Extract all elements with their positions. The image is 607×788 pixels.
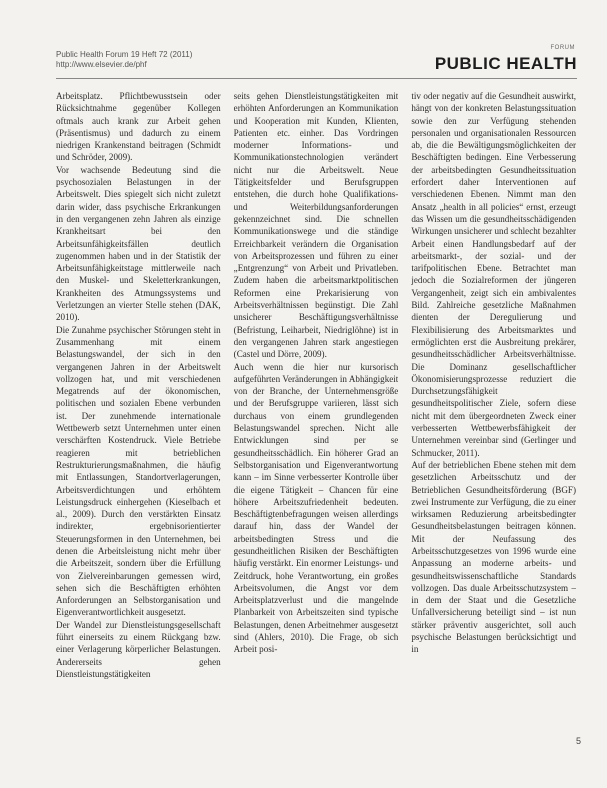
paragraph: Die Zunahme psychischer Störungen steht in Zusammenhang mit einem Belastungswandel, der sich in den vergangenen Jahren in der Arbeitswelt vollzogen hat, und mit verschiedenen Megatrends auf der ökonomischen, politischen und sozialen Ebene verbunden ist. Der zunehmende internationale Wettbewerb setzt Unternehmen unter einen verschärften Kostendruck. Viele Betriebe reagieren mit betrieblichen Restrukturierungsmaßnahmen, die häufig mit Entlassungen, Standortverlagerungen, Arbeitsverdichtungen und erhöhtem Leistungsdruck einhergehen (Kieselbach et al., 2009). Durch den verstärkten Einsatz indirekter, ergebnisorientierter Steuerungsformen in den Unternehmen, bei denen die Arbeitsleistung nicht mehr über die Arbeitszeit, sondern über die Erfüllung von Zielvereinbarungen gemessen wird, sehen sich die Beschäftigten erhöhten Anforderungen an Selbstorganisation und Eigenverantwortlichkeit ausgesetzt. [56, 324, 221, 618]
paragraph: Der Wandel zur Dienstleistungsgesellschaft führt einerseits zu einem Rückgang bzw. einer Verlagerung körperlicher Belastungen. Andererseits gehen Dienstleistungstätigkeiten [56, 619, 221, 679]
paragraph: Vor wachsende Bedeutung sind die psychosozialen Belastungen in der Arbeitswelt. Dies spiegelt sich nicht zuletzt darin wider, dass psychische Erkrankungen in den vergangenen zehn Jahren als einzige Krankheitsart bei den Arbeitsunfähigkeitsfällen deutlich zugenommen haben und in der Statistik der Arbeitsunfähigkeitstage mittlerweile nach den Muskel- und Skeletterkrankungen, Krankheiten des Atmungssystems und Verletzungen an vierter Stelle stehen (DAK, 2010). [56, 164, 221, 323]
brand-forum-label: FORUM [550, 45, 575, 51]
header-rule [56, 78, 577, 79]
paragraph: seits gehen Dienstleistungstätigkeiten mit erhöhten Anforderungen an Kommunikation und Kooperation mit Kunden, Klienten, Patienten etc. einher. Das Vordringen moderner Informations- und Kommunikationstechnologien verändert nicht nur die Arbeitswelt. Neue Tätigkeitsfelder und Berufsgruppen entstehen, die durch hohe Qualifikations- und Weiterbildungsanforderungen gekennzeichnet sind. Die schnellen Kommunikationswege und die ständige Erreichbarkeit verändern die Organisation von Arbeitsprozessen und führen zu einer „Entgrenzung“ von Arbeit und Privatleben. Zudem haben die arbeitsmarktpolitischen Reformen eine Prekarisierung von Arbeitsverhältnissen begünstigt. Die Zahl unsicherer Beschäftigungsverhältnisse (Befristung, Leiharbeit, Niedriglöhne) ist in den vergangenen Jahren stark angestiegen (Castel und Dörre, 2009). [233, 91, 399, 360]
journal-line: Public Health Forum 19 Heft 72 (2011) [56, 50, 193, 59]
brand-logo: PUBLIC HEALTH [434, 54, 577, 73]
text-column-1 [56, 90, 221, 770]
paragraph: tiv oder negativ auf die Gesundheit auswirkt, hängt von der konkreten Belastungssituation sowie den zur Verfügung stehenden personalen und organisationalen Ressourcen ab, die die Bewältigungsmöglichkeiten der Beschäftigten bedingen. Eine Verbesserung der arbeitsbedingten Gesundheitssituation erfordert daher Interventionen auf verschiedenen Ebenen. Nimmt man den Ansatz „health in all policies“ ernst, erzeugt das Wissen um die gesundheitsschädigenden Wirkungen unsicherer und schlecht bezahlter Arbeit einen Handlungsbedarf auf der arbeitsmarkt-, der sozial- und der tarifpolitischen Ebene. Betrachtet man jedoch die Sozialreformen der jüngeren Vergangenheit, zeigt sich ein ambivalentes Bild. Zahlreiche gesetzliche Maßnahmen dienten der Deregulierung und Flexibilisierung des Arbeitsmarktes und ermöglichten erst die Ausbreitung prekärer, gesundheitsschädlicher Arbeitsverhältnisse. Die Dominanz gesellschaftlicher Ökonomisierungsprozesse reduziert die Durchsetzungsfähigkeit gesundheitspolitischer Ziele, sofern diese nicht mit dem übergeordneten Zweck einer verbesserten Wettbewerbsfähigkeit der Unternehmen vereinbar sind (Gerlinger und Schmucker, 2011). [411, 91, 577, 458]
journal-info [56, 50, 192, 70]
page-number: 5 [575, 736, 581, 746]
text-column-2 [234, 90, 399, 770]
page-header [56, 45, 577, 80]
paragraph: Arbeitsplatz. Pflichtbewusstsein oder Rücksichtnahme gegenüber Kollegen oftmals auch krank zur Arbeit gehen (Präsentismus) und dadurch zu einem niedrigen Krankenstand beitragen (Schmidt und Schröder, 2009). [56, 91, 221, 163]
paragraph: Auf der betrieblichen Ebene stehen mit dem gesetzlichen Arbeitsschutz und der Betrieblichen Gesundheitsförderung (BGF) zwei Instrumente zur Verfügung, die zu einer wirksamen Reduzierung arbeitsbedingter Gesundheitsbelastungen beitragen können. Mit der Neufassung des Arbeitsschutzgesetzes von 1996 wurde eine Anpassung an moderne arbeits- und gesundheitswissenschaftliche Standards vollzogen. Das duale Arbeitsschutzsystem – in dem der Staat und die Gesetzliche Unfallversicherung beteiligt sind – ist nun stärker präventiv ausgerichtet, soll auch psychische Belastungen berücksichtigt und in [411, 459, 577, 655]
paragraph: Auch wenn die hier nur kursorisch aufgeführten Veränderungen in Abhängigkeit von der Branche, der Unternehmensgröße und der Berufsgruppe variieren, lässt sich durchaus von einem grundlegenden Belastungswandel sprechen. Nicht alle Entwicklungen sind per se gesundheitsschädlich. Ein höherer Grad an Selbstorganisation und Eigenverantwortung kann – im Sinne verbesserter Kontrolle über die eigene Tätigkeit – Chancen für eine höhere Arbeitszufriedenheit bedeuten. Beschäftigtenbefragungen weisen allerdings darauf hin, dass der Wandel der arbeitsbedingten Stress und die gesundheitlichen Risiken der Beschäftigten häufig verstärkt. Ein enormer Leistungs- und Zeitdruck, hohe Verantwortung, ein großes Arbeitsvolumen, die Angst vor dem Arbeitsplatzverlust und die mangelnde Planbarkeit von Arbeitszeiten sind typische Belastungen, denen Arbeitnehmer ausgesetzt sind (Ahlers, 2010). Die Frage, ob sich Arbeit posi- [233, 361, 399, 655]
journal-url: http://www.elsevier.de/phf [56, 60, 147, 69]
text-column-3 [411, 90, 576, 770]
article-body [56, 90, 576, 770]
